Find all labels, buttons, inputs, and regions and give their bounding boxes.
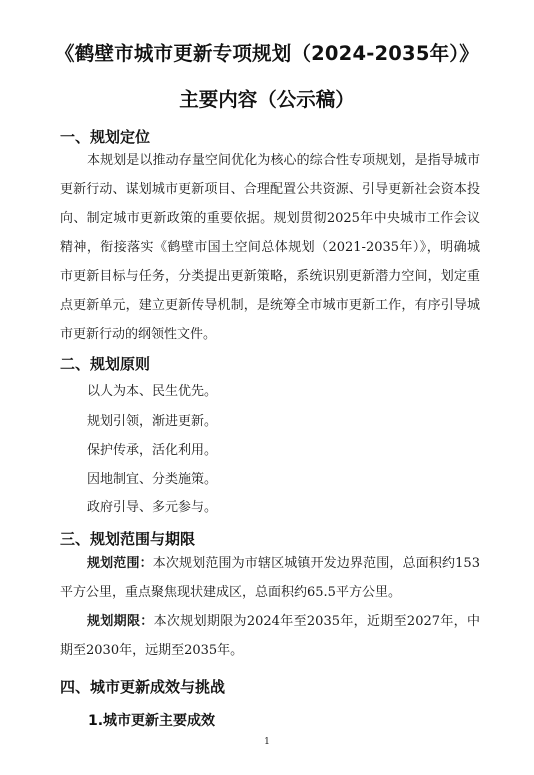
principle-item: 政府引导、多元参与。	[87, 500, 218, 515]
period-text: 本次规划期限为2024年至2035年，近期至2027年，中期至2030年，远期至2035年。	[60, 614, 480, 658]
scope-label: 规划范围：	[87, 556, 153, 571]
section-heading-positioning: 一、规划定位	[60, 128, 151, 146]
paragraph-period	[60, 607, 480, 665]
principle-item: 规划引领，渐进更新。	[87, 414, 218, 429]
scope-text: 本次规划范围为市辖区城镇开发边界范围，总面积约153平方公里，重点聚焦现状建成区，总面积约65.5平方公里。	[60, 556, 480, 600]
section-heading-principles: 二、规划原则	[60, 355, 151, 373]
principle-item: 以人为本、民生优先。	[87, 384, 218, 399]
principle-item: 保护传承，活化利用。	[87, 443, 218, 458]
document-subtitle: 主要内容（公示稿）	[179, 88, 355, 111]
document-title: 《鹤壁市城市更新专项规划（2024-2035年）》	[55, 42, 479, 65]
section-heading-achievements: 四、城市更新成效与挑战	[60, 678, 226, 696]
paragraph-scope	[60, 549, 480, 607]
period-label: 规划期限：	[87, 614, 154, 629]
principle-item: 因地制宜、分类施策。	[87, 472, 218, 487]
page-number: 1	[264, 737, 270, 747]
paragraph-positioning: 本规划是以推动存量空间优化为核心的综合性专项规划，是指导城市更新行动、谋划城市更新项目、合理配置公共资源、引导更新社会资本投向、制定城市更新政策的重要依据。规划贯彻2025年中央城市工作会议精神，衔接落实《鹤壁市国土空间总体规划（2021-2035年）》，明确城市更新目标与任务，分类提出更新策略，系统识别更新潜力空间，划定重点更新单元，建立更新传导机制，是统筹全市城市更新工作，有序引导城市更新行动的纲领性文件。	[60, 153, 480, 342]
subsection-heading-achievements: 1.城市更新主要成效	[88, 713, 216, 729]
section-heading-scope: 三、规划范围与期限	[60, 530, 196, 548]
